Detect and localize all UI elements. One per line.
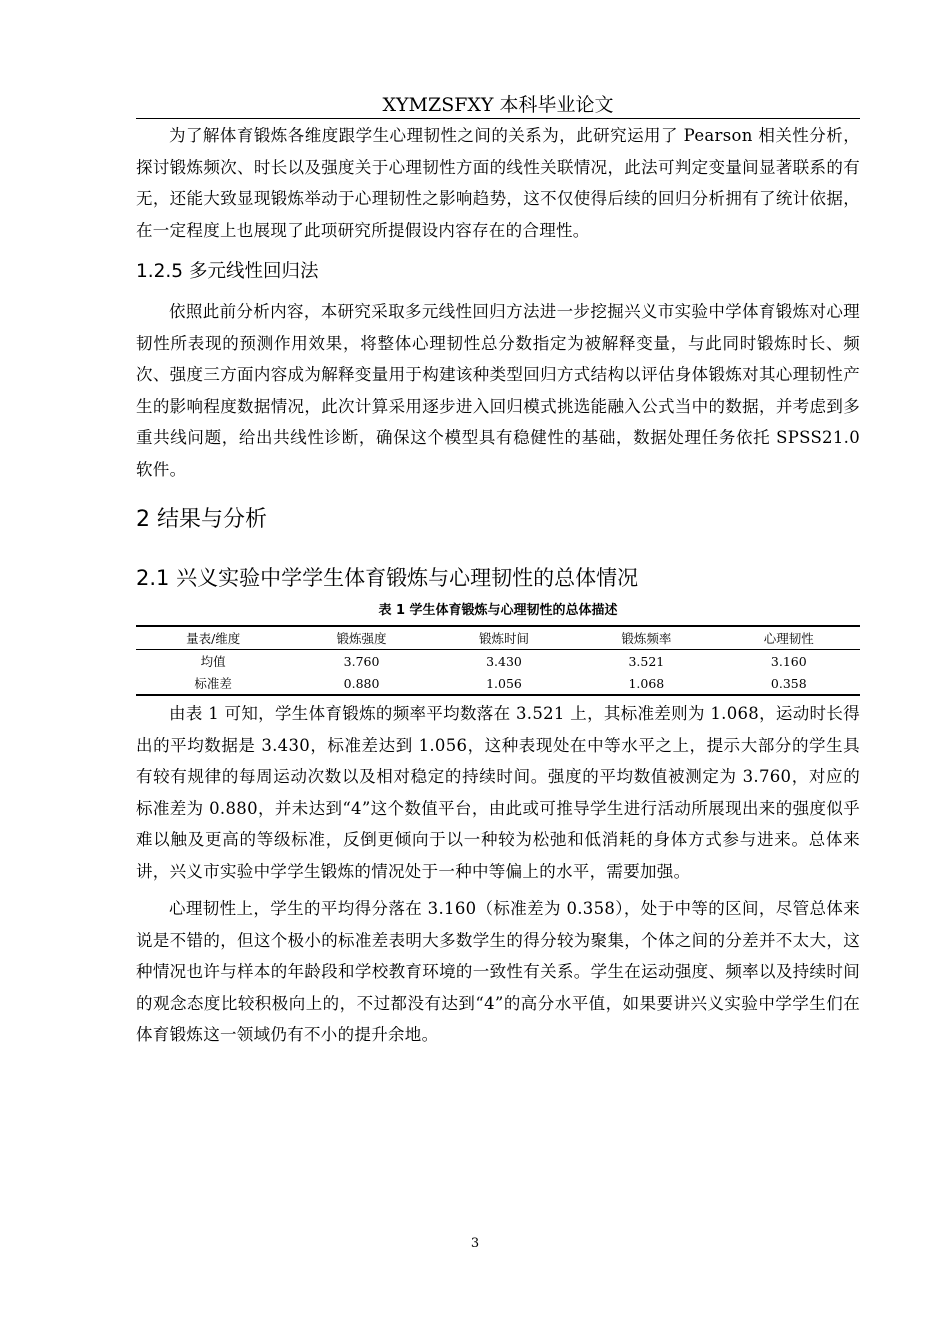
table-cell: 1.068 bbox=[628, 675, 665, 691]
table-cell: 0.358 bbox=[770, 675, 807, 691]
table-header-cell: 锻炼时间 bbox=[478, 631, 529, 646]
descriptive-table bbox=[136, 625, 860, 696]
table-cell: 0.880 bbox=[343, 675, 380, 691]
table-row bbox=[136, 650, 860, 673]
table-cell: 3.760 bbox=[343, 653, 380, 669]
header-title: XYMZSFXY 本科毕业论文 bbox=[382, 94, 614, 116]
table-header-cell: 量表/维度 bbox=[186, 631, 241, 646]
table-row bbox=[136, 672, 860, 695]
table-header-cell: 锻炼强度 bbox=[336, 631, 387, 646]
table-header-cell: 心理韧性 bbox=[763, 631, 814, 646]
table-cell: 3.160 bbox=[770, 653, 807, 669]
table-header-cell: 锻炼频率 bbox=[621, 631, 672, 646]
table-caption: 表 1 学生体育锻炼与心理韧性的总体描述 bbox=[378, 603, 618, 618]
table-cell: 均值 bbox=[200, 654, 226, 669]
chapter-heading-2: 2 结果与分析 bbox=[136, 507, 267, 532]
paragraph-pearson: 为了解体育锻炼各维度跟学生心理韧性之间的关系为，此研究运用了 Pearson 相关性分析，探讨锻炼频次、时长以及强度关于心理韧性方面的线性关联情况，此法可判定变量间显著联系的有无，还能大致显现锻炼举动于心理韧性之影响趋势，这不仅使得后续的回归分析拥有了统计依据，在一定程度上也展现了此项研究所提假设内容存在的合理性。 bbox=[136, 126, 860, 240]
page-header bbox=[136, 93, 860, 119]
table-header-row bbox=[136, 626, 860, 650]
page-number: 3 bbox=[470, 1236, 480, 1251]
table-cell: 3.430 bbox=[486, 653, 522, 669]
section-heading-1-2-5: 1.2.5 多元线性回归法 bbox=[136, 261, 319, 282]
section-heading-2-1: 2.1 兴义实验中学学生体育锻炼与心理韧性的总体情况 bbox=[136, 566, 639, 590]
paragraph-resilience: 心理韧性上，学生的平均得分落在 3.160（标准差为 0.358），处于中等的区间，尽管总体来说是不错的，但这个极小的标准差表明大多数学生的得分较为聚集，个体之间的分差并不太大，这种情况也许与样本的年龄段和学校教育环境的一致性有关系。学生在运动强度、频率以及持续时间的观念态度比较积极向上的，不过都没有达到“4”的高分水平值，如果要讲兴义实验中学学生们在体育锻炼这一领域仍有不小的提升余地。 bbox=[136, 899, 860, 1044]
page-content bbox=[136, 120, 860, 1051]
table-cell: 标准差 bbox=[194, 676, 232, 691]
table-cell: 1.056 bbox=[486, 675, 522, 691]
paragraph-regression: 依照此前分析内容，本研究采取多元线性回归方法进一步挖掘兴义市实验中学体育锻炼对心理韧性所表现的预测作用效果，将整体心理韧性总分数指定为被解释变量，与此同时锻炼时长、频次、强度三方面内容成为解释变量用于构建该种类型回归方式结构以评估身体锻炼对其心理韧性产生的影响程度数据情况，此次计算采用逐步进入回归模式挑选能融入公式当中的数据，并考虑到多重共线问题，给出共线性诊断，确保这个模型具有稳健性的基础，数据处理任务依托 SPSS21.0 软件。 bbox=[136, 302, 860, 479]
table-cell: 3.521 bbox=[628, 653, 665, 669]
paragraph-table-analysis: 由表 1 可知，学生体育锻炼的频率平均数落在 3.521 上，其标准差则为 1.068，运动时长得出的平均数据是 3.430，标准差达到 1.056，这种表现处在中等水平之上，提示大部分的学生具有较有规律的每周运动次数以及相对稳定的持续时间。强度的平均数值被测定为 3.760，对应的标准差为 0.880，并未达到“4”这个数值平台，由此或可推导学生进行活动所展现出来的强度似乎难以触及更高的等级标准，反倒更倾向于以一种较为松弛和低消耗的身体方式参与进来。总体来讲，兴义市实验中学学生锻炼的情况处于一种中等偏上的水平，需要加强。 bbox=[136, 704, 860, 881]
